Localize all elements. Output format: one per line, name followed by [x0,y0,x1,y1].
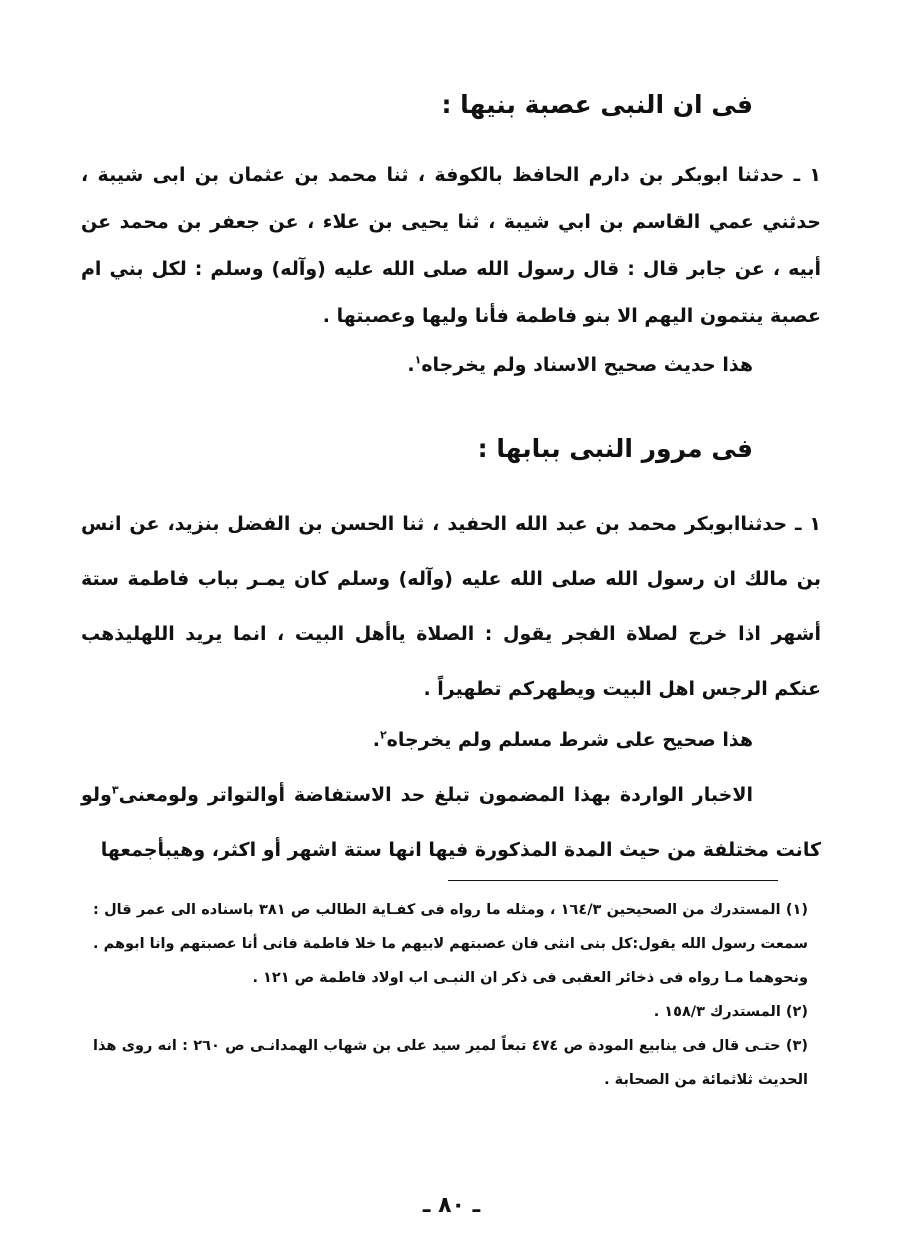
page-number: ـ ٨٠ ـ [422,1193,481,1218]
commentary-paragraph [81,768,821,878]
hadith-paragraph-murur: ١ ـ حدثناابوبكر محمد بن عبد الله الحفيد ، ثنا الحسن بن الفضل بنزيد، عن انس بن مالك ان رسول الله صلى الله عليه (وآله) وسلم كان يمـر بباب فاطمة ستة أشهر اذا خرج لصلاة الفجر يقول : الصلاة ياأهل البيت ، انما يريد اللهليذهب عنكم الرجس اهل البيت ويطهركم تطهيراً . [81,513,821,700]
footnote-3: (٣) حتـى قال فى ينابيع المودة ص ٤٧٤ تبعاً لمير سيد على بن شهاب الهمدانـى ص ٢٦٠ : انه روى هذا الحديث ثلاثمائة من الصحابة . [93,1038,809,1088]
verdict-period: . [407,354,415,376]
commentary-text-a: الاخبار الواردة بهذا المضمون تبلغ حد الاستفاضة أوالتواتر ولومعنى [118,784,753,806]
verdict-text: هذا حديث صحيح الاسناد ولم يخرجاه [421,354,753,376]
verdict-text: هذا صحيح على شرط مسلم ولم يخرجاه [386,729,753,751]
footnotes [93,893,808,1097]
footnote-marker-3: ٣ [111,783,119,797]
footnote-2: (٢) المستدرك ١٥٨/٣ . [653,1004,808,1020]
footnote-marker-1: ١ [414,353,422,367]
footnote-divider [448,880,778,881]
commentary-text-b: ولو كانت مختلفة من حيث المدة المذكورة فيها انها ستة اشهر أو اكثر، وهيبأجمعها [81,784,821,861]
section-heading-murur: فى مرور النبى ببابها : [477,434,753,463]
verdict-period: . [372,729,380,751]
hadith-verdict-murur [373,725,753,755]
hadith-paragraph-asaba: ١ ـ حدثنا ابوبكر بن دارم الحافظ بالكوفة ، ثنا محمد بن عثمان بن ابى شيبة ، حدثني عمي القاسم بن ابي شيبة ، ثنا يحيى بن علاء ، عن جعفر بن محمد عن أبيه ، عن جابر قال : قال رسول الله صلى الله عليه (وآله) وسلم : لكل بني ام عصبة ينتمون اليهم الا بنو فاطمة فأنا وليها وعصبتها . [81,164,821,327]
section-heading-asaba: فى ان النبى عصبة بنيها : [441,90,753,119]
footnote-1: (١) المستدرك من الصحيحين ١٦٤/٣ ، ومثله ما رواه فى كفـاية الطالب ص ٣٨١ باسناده الى عمر قال : سمعت رسول الله يقول:كل بنى انثى فان عصبتهم لابيهم ما خلا فاطمة فانى أنا عصبتهم وانا ابوهم . ونحوهما مـا رواه فى ذخائر العقبى فى ذكر ان النبـى اب اولاد فاطمة ص ١٢١ . [93,902,808,986]
hadith-verdict-asaba [407,350,753,380]
footnote-marker-2: ٢ [379,728,387,742]
